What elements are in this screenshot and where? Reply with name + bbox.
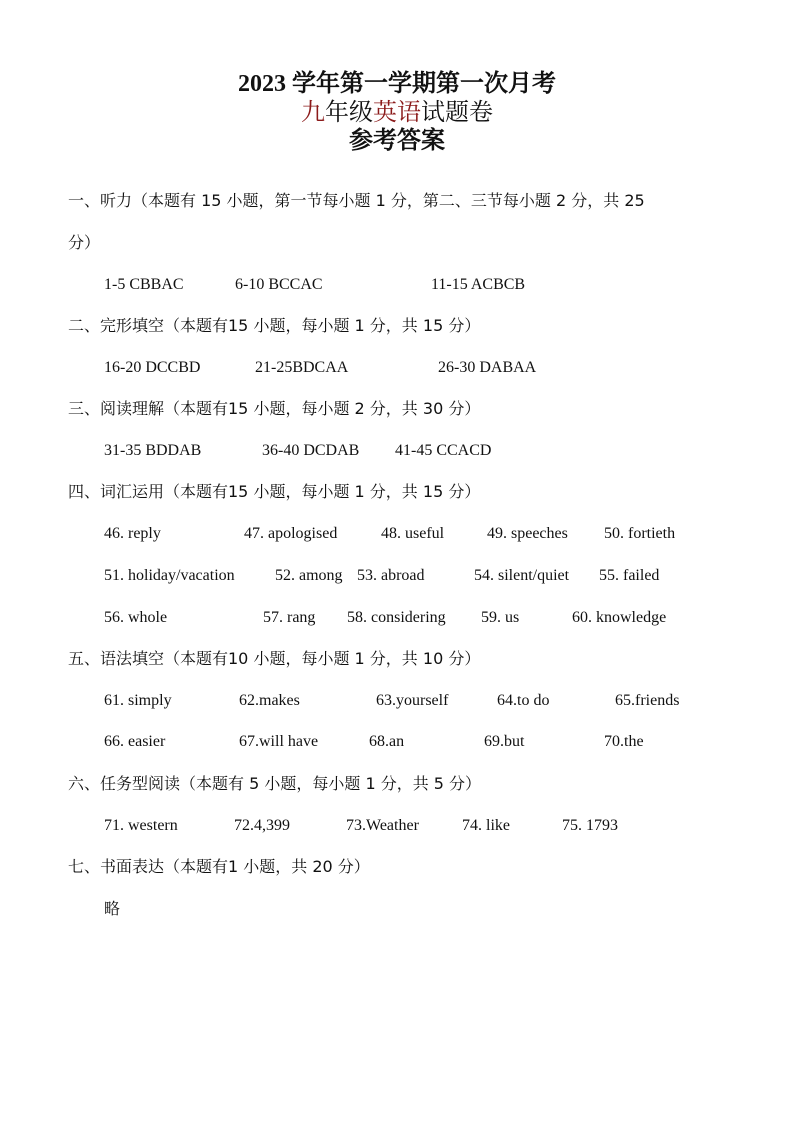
writing-answer: 略 bbox=[104, 899, 121, 918]
answer-item: 62.makes bbox=[239, 692, 300, 709]
answer-group: 11-15 ACBCB bbox=[431, 276, 526, 293]
answer-group: 16-20 DCCBD bbox=[104, 359, 201, 376]
answer-item: 71. western bbox=[104, 817, 178, 834]
answer-item: 73.Weather bbox=[346, 817, 419, 834]
answer-item: 56. whole bbox=[104, 609, 168, 626]
answer-group: 26-30 DABAA bbox=[438, 359, 537, 376]
answer-item: 50. fortieth bbox=[604, 525, 676, 542]
answer-item: 46. reply bbox=[104, 525, 161, 542]
answer-item: 53. abroad bbox=[357, 567, 425, 584]
answer-item: 75. 1793 bbox=[562, 817, 618, 834]
answer-row bbox=[104, 357, 744, 379]
answer-item: 52. among bbox=[275, 567, 343, 584]
answer-item: 54. silent/quiet bbox=[474, 567, 570, 584]
section-heading-vocabulary: 四、词汇运用（本题有15 小题，每小题 1 分，共 15 分） bbox=[68, 482, 481, 501]
answer-row bbox=[104, 274, 744, 296]
answer-item: 64.to do bbox=[497, 692, 550, 709]
grade-label: 年级 bbox=[325, 100, 373, 126]
answer-item: 47. apologised bbox=[244, 525, 338, 542]
answer-row bbox=[104, 815, 744, 837]
section-heading-listening: 一、听力（本题有 15 小题，第一节每小题 1 分，第二、三节每小题 2 分，共 25 bbox=[68, 191, 645, 210]
grade-number: 九 bbox=[301, 100, 325, 126]
answer-row bbox=[104, 565, 744, 587]
answer-group: 21-25BDCAA bbox=[255, 359, 349, 376]
answer-row bbox=[104, 690, 744, 712]
answer-row bbox=[104, 607, 744, 629]
answer-row bbox=[104, 523, 744, 545]
answer-item: 55. failed bbox=[599, 567, 660, 584]
answer-group: 36-40 DCDAB bbox=[262, 442, 360, 459]
answer-item: 57. rang bbox=[263, 609, 316, 626]
answer-key-title: 参考答案 bbox=[349, 128, 445, 154]
answer-item: 70.the bbox=[604, 733, 644, 750]
answer-item: 60. knowledge bbox=[572, 609, 667, 626]
paper-label: 试题卷 bbox=[421, 100, 493, 126]
answer-item: 72.4,399 bbox=[234, 817, 290, 834]
answer-group: 6-10 BCCAC bbox=[235, 276, 323, 293]
answer-item: 59. us bbox=[481, 609, 520, 626]
subject-label: 英语 bbox=[373, 100, 421, 126]
answer-item: 61. simply bbox=[104, 692, 172, 709]
answer-group: 31-35 BDDAB bbox=[104, 442, 202, 459]
answer-row bbox=[104, 440, 744, 462]
section-heading-cloze: 二、完形填空（本题有15 小题，每小题 1 分，共 15 分） bbox=[68, 316, 481, 335]
answer-row bbox=[104, 731, 744, 753]
answer-item: 67.will have bbox=[239, 733, 319, 750]
answer-item: 66. easier bbox=[104, 733, 166, 750]
answer-item: 69.but bbox=[484, 733, 525, 750]
answer-item: 49. speeches bbox=[487, 525, 568, 542]
answer-item: 63.yourself bbox=[376, 692, 449, 709]
section-heading-writing: 七、书面表达（本题有1 小题，共 20 分） bbox=[68, 857, 370, 876]
section-heading-task-reading: 六、任务型阅读（本题有 5 小题，每小题 1 分，共 5 分） bbox=[68, 774, 482, 793]
answer-item: 48. useful bbox=[381, 525, 445, 542]
answer-item: 74. like bbox=[462, 817, 510, 834]
answer-item: 68.an bbox=[369, 733, 405, 750]
section-heading-listening-cont: 分） bbox=[68, 233, 101, 252]
answer-item: 51. holiday/vacation bbox=[104, 567, 235, 584]
answer-group: 1-5 CBBAC bbox=[104, 276, 184, 293]
section-heading-reading: 三、阅读理解（本题有15 小题，每小题 2 分，共 30 分） bbox=[68, 399, 481, 418]
answer-group: 41-45 CCACD bbox=[395, 442, 492, 459]
section-heading-grammar: 五、语法填空（本题有10 小题，每小题 1 分，共 10 分） bbox=[68, 649, 481, 668]
answer-item: 65.friends bbox=[615, 692, 680, 709]
answer-item: 58. considering bbox=[347, 609, 446, 626]
exam-title: 2023 学年第一学期第一次月考 bbox=[238, 71, 556, 97]
